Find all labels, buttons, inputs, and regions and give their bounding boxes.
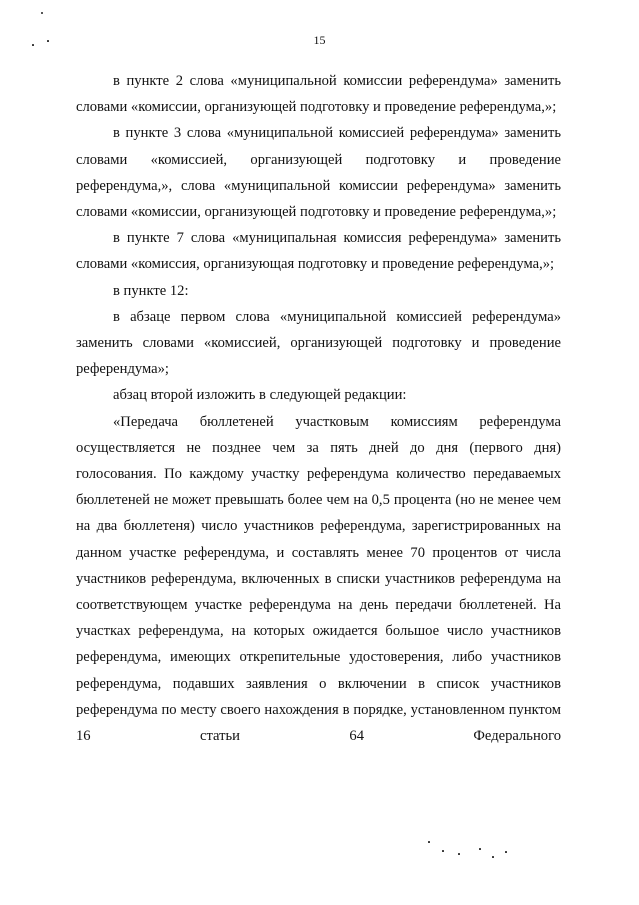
scan-speck [458, 853, 460, 855]
paragraph-item-3: в пункте 3 слова «муниципальной комиссией референдума» заменить словами «комиссией, организующей подготовку и проведение референдума,», слова «муниципальной комиссии референдума» заменить словами «комиссии, организующей подготовку и проведение референдума,»; [76, 125, 561, 221]
paragraph-item-12-intro: в пункте 12: [113, 282, 189, 299]
scan-speck [32, 44, 34, 46]
paragraph-item-2: в пункте 2 слова «муниципальной комиссии референдума» заменить словами «комиссии, организующей подготовку и проведение референдума,»; [76, 73, 561, 116]
paragraph-new-wording: «Передача бюллетеней участковым комиссиям референдума осуществляется не позднее чем за пять дней до дня (первого дня) голосования. По каждому участку референдума количество передаваемых бюллетеней не может превышать более чем на 0,5 процента (но не менее чем на два бюллетеня) число участников референдума, зарегистрированных на данном участке референдума, и составлять менее 70 процентов от числа участников референдума, включенных в списки участников референдума на соответствующем участке референдума на день передачи бюллетеней. На участках референдума, на которых ожидается большое число участников референдума, имеющих открепительные удостоверения, либо участников референдума, подавших заявления о включении в список участников референдума по месту своего нахождения в порядке, установленном пунктом 16 статьи 64 Федерального [76, 413, 561, 745]
scan-speck [479, 848, 481, 850]
scan-speck [442, 850, 444, 852]
scan-speck [492, 856, 494, 858]
document-body [76, 68, 561, 749]
scan-speck [41, 12, 43, 14]
scan-speck [428, 841, 430, 843]
paragraph-item-7: в пункте 7 слова «муниципальная комиссия референдума» заменить словами «комиссия, организующая подготовку и проведение референдума,»; [76, 230, 561, 273]
paragraph-item-12-second-abzats-intro: абзац второй изложить в следующей редакции: [113, 387, 407, 404]
scan-speck [47, 40, 49, 42]
scan-speck [505, 851, 507, 853]
paragraph-item-12-first-abzats: в абзаце первом слова «муниципальной комиссией референдума» заменить словами «комиссией, организующей подготовку и проведение референдума»; [76, 308, 561, 378]
page-number: 15 [313, 33, 326, 47]
